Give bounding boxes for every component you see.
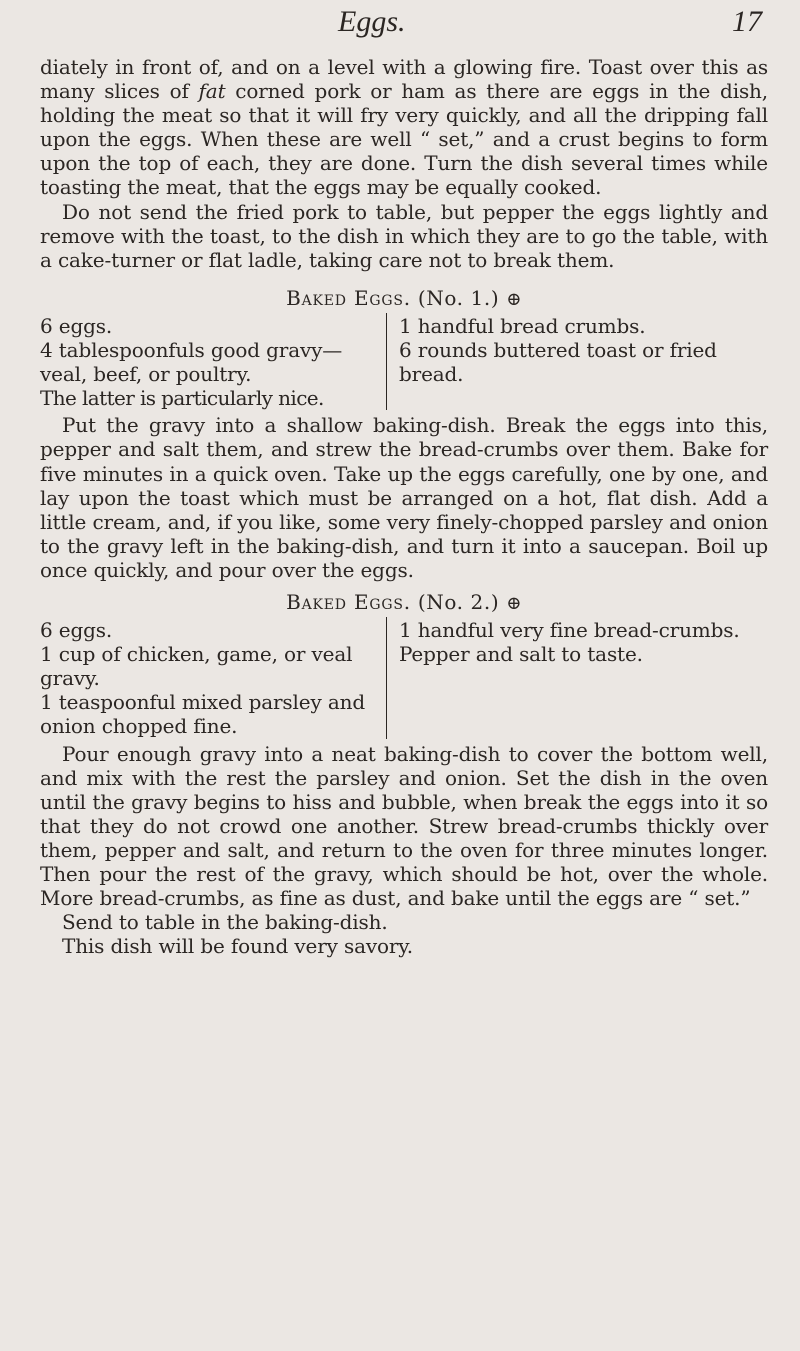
recipe-baked-eggs-2 <box>40 590 768 958</box>
ingredients-table <box>40 617 768 738</box>
ingredient-item: 6 rounds buttered toast or fried bread. <box>399 338 717 387</box>
ingredients-right-column <box>386 313 768 410</box>
intro-paragraph-1: diately in front of, and on a level with a glowing fire. Toast over this as many slices of fat corned pork or ham as there are eggs in the dish, holding the meat so that it will fry very quickly, and all the dripping fall upon the eggs. When these are well “ set,” and a crust begins to form upon the top of each, they are done. Turn the dish several times while toasting the meat, that the eggs may be equally cooked. <box>40 55 768 200</box>
running-head <box>0 4 800 40</box>
page-number: 17 <box>732 5 762 38</box>
recipe-number: (No. 1.) <box>417 285 500 310</box>
ingredients-right-column <box>386 617 768 738</box>
recipe-heading <box>40 286 768 312</box>
recipe-number: (No. 2.) <box>417 589 500 614</box>
recipe-title: Baked Eggs. <box>286 589 411 614</box>
ingredient-item: 4 tablespoonfuls good gravy—veal, beef, or poultry. <box>40 338 343 387</box>
recipe-title: Baked Eggs. <box>286 285 411 310</box>
ingredient-item: 6 eggs. <box>40 313 113 338</box>
ingredients-left-column <box>40 313 386 410</box>
recipe-heading <box>40 590 768 616</box>
recipe-closing-note: This dish will be found very savory. <box>62 934 414 959</box>
running-title: Eggs. <box>338 5 406 38</box>
ingredient-item: 1 teaspoonful mixed parsley and onion chopped fine. <box>40 690 365 739</box>
ingredient-item: The latter is particularly nice. <box>40 386 324 411</box>
recipe-directions: Put the gravy into a shallow baking-dish. Break the eggs into this, pepper and salt them, and strew the bread-crumbs over them. Bake for five minutes in a quick oven. Take up the eggs carefully, one by one, and lay upon the toast which must be arranged on a hot, flat dish. Add a little cream, and, if you like, some very finely-chopped parsley and onion to the gravy left in the baking-dish, and turn it into a saucepan. Boil up once quickly, and pour over the eggs. <box>40 413 768 582</box>
ingredients-left-column <box>40 617 386 738</box>
ingredient-item: Pepper and salt to taste. <box>399 642 643 667</box>
recipe-serving-note: Send to table in the baking-dish. <box>62 910 388 935</box>
emphasized-word: fat <box>198 79 226 104</box>
ingredient-item: 1 handful bread crumbs. <box>399 313 646 338</box>
cross-circle-icon: ⊕ <box>506 592 522 614</box>
cross-circle-icon: ⊕ <box>506 288 522 310</box>
ingredient-item: 1 handful very fine bread-crumbs. <box>399 618 740 643</box>
recipe-baked-eggs-1 <box>40 286 768 582</box>
ingredient-item: 6 eggs. <box>40 618 113 643</box>
recipe-directions: Pour enough gravy into a neat baking-dish to cover the bottom well, and mix with the rest the parsley and onion. Set the dish in the oven until the gravy begins to hiss and bubble, when break the eggs into it so that they do not crowd one another. Strew bread-crumbs thickly over them, pepper and salt, and return to the oven for three minutes longer. Then pour the rest of the gravy, which should be hot, over the whole. More bread-crumbs, as fine as dust, and bake until the eggs are “ set.” <box>40 741 768 911</box>
intro-paragraph-2: Do not send the fried pork to table, but pepper the eggs lightly and remove with the toast, to the dish in which they are to go the table, with a cake-turner or flat ladle, taking care not to break them. <box>40 199 768 272</box>
ingredients-table <box>40 313 768 410</box>
page-body <box>40 55 768 958</box>
ingredient-item: 1 cup of chicken, game, or veal gravy. <box>40 642 353 691</box>
